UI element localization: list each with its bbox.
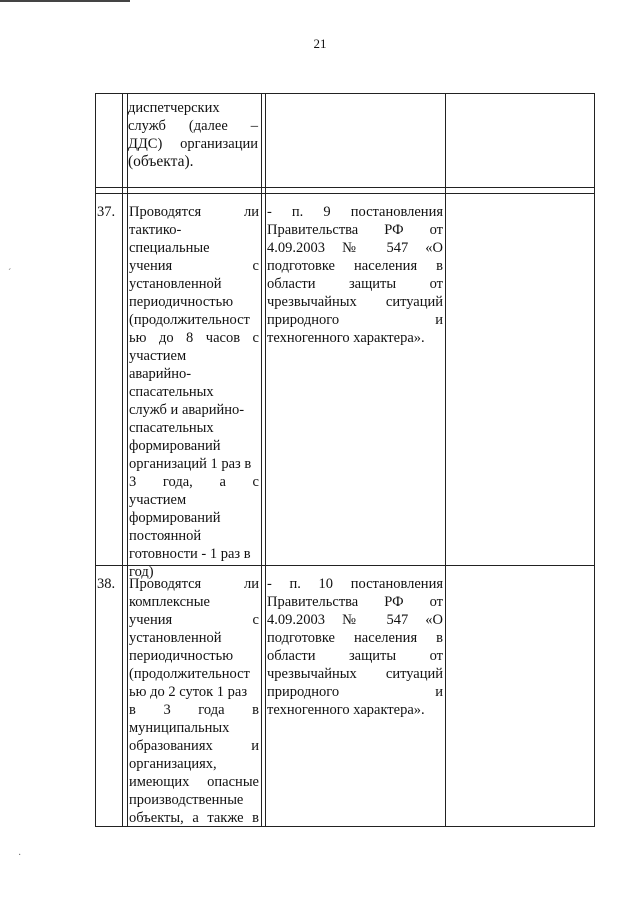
table-rule <box>261 93 262 827</box>
requirement-line: формирований <box>129 438 221 454</box>
reference-line: 4.09.2003 № 547 «О <box>267 612 443 628</box>
table-rule <box>445 93 446 827</box>
requirement-line: год) <box>129 564 154 580</box>
requirement-line: постоянной <box>129 528 202 544</box>
requirement-line: служб (далее – <box>128 118 258 134</box>
scan-speck: ˊ <box>8 268 12 279</box>
requirement-line: ДДС) организации <box>128 136 258 152</box>
reference-line: чрезвычайных ситуаций <box>267 666 443 682</box>
requirement-line: производственные <box>129 792 244 808</box>
table-rule <box>95 193 595 194</box>
reference-line: - п. 10 постановления <box>267 576 443 592</box>
reference-line: подготовке населения в <box>267 630 443 646</box>
table-rule <box>122 93 123 827</box>
table-rule <box>127 93 128 827</box>
reference-line: подготовке населения в <box>267 258 443 274</box>
table-rule <box>594 93 595 827</box>
requirement-line: организаций 1 раз в <box>129 456 252 472</box>
requirement-line: комплексные <box>129 594 210 610</box>
requirement-cell <box>128 99 258 171</box>
requirement-cell <box>129 203 259 581</box>
table-rule <box>95 187 595 188</box>
requirement-line: формирований <box>129 510 221 526</box>
requirement-line: готовности - 1 раз в <box>129 546 251 562</box>
requirement-line: спасательных <box>129 420 214 436</box>
requirement-line: участием <box>129 492 187 508</box>
reference-line: природного и <box>267 312 443 328</box>
requirement-line: участием <box>129 348 187 364</box>
reference-line: Правительства РФ от <box>267 222 443 238</box>
requirement-line: (продолжительност <box>129 312 250 328</box>
scan-edge-mark <box>0 0 130 2</box>
reference-line: техногенного характера». <box>267 702 425 718</box>
reference-line: Правительства РФ от <box>267 594 443 610</box>
table-rule <box>95 93 96 827</box>
page-number: 21 <box>313 36 327 51</box>
requirement-line: периодичностью <box>129 648 234 664</box>
requirement-line: муниципальных <box>129 720 230 736</box>
reference-line: природного и <box>267 684 443 700</box>
reference-line: области защиты от <box>267 648 443 664</box>
requirement-line: учения с <box>129 612 259 628</box>
requirement-cell <box>129 575 259 827</box>
reference-line: техногенного характера». <box>267 330 425 346</box>
requirement-line: специальные <box>129 240 210 256</box>
requirement-line: объекты, а также в <box>129 810 259 826</box>
requirement-line: имеющих опасные <box>129 774 259 790</box>
requirement-line: периодичностью <box>129 294 234 310</box>
requirement-line: Проводятся ли <box>129 576 259 592</box>
requirement-line: диспетчерских <box>128 100 220 116</box>
table-rule <box>95 93 595 94</box>
requirement-line: спасательных <box>129 384 214 400</box>
reference-line: чрезвычайных ситуаций <box>267 294 443 310</box>
requirement-line: служб и аварийно- <box>129 402 245 418</box>
requirement-line: ью до 2 суток 1 раз <box>129 684 248 700</box>
requirement-line: образованиях и <box>129 738 259 754</box>
requirement-line: учения с <box>129 258 259 274</box>
item-number: 37. <box>97 204 116 220</box>
checklist-table <box>95 93 595 827</box>
requirement-line: установленной <box>129 630 222 646</box>
requirement-line: (объекта). <box>128 153 194 170</box>
requirement-line: ью до 8 часов с <box>129 330 259 346</box>
requirement-line: организациях, <box>129 756 217 772</box>
requirement-line: аварийно- <box>129 366 192 382</box>
requirement-line: тактико- <box>129 222 182 238</box>
reference-line: - п. 9 постановления <box>267 204 443 220</box>
item-number: 38. <box>97 576 116 592</box>
reference-line: области защиты от <box>267 276 443 292</box>
reference-cell <box>267 203 443 347</box>
requirement-line: в 3 года в <box>129 702 259 718</box>
requirement-line: Проводятся ли <box>129 204 259 220</box>
requirement-line: (продолжительност <box>129 666 250 682</box>
reference-cell <box>267 575 443 719</box>
requirement-line: 3 года, а с <box>129 474 259 490</box>
reference-line: 4.09.2003 № 547 «О <box>267 240 443 256</box>
scan-speck: · <box>18 850 22 861</box>
requirement-line: установленной <box>129 276 222 292</box>
table-rule <box>265 93 266 827</box>
